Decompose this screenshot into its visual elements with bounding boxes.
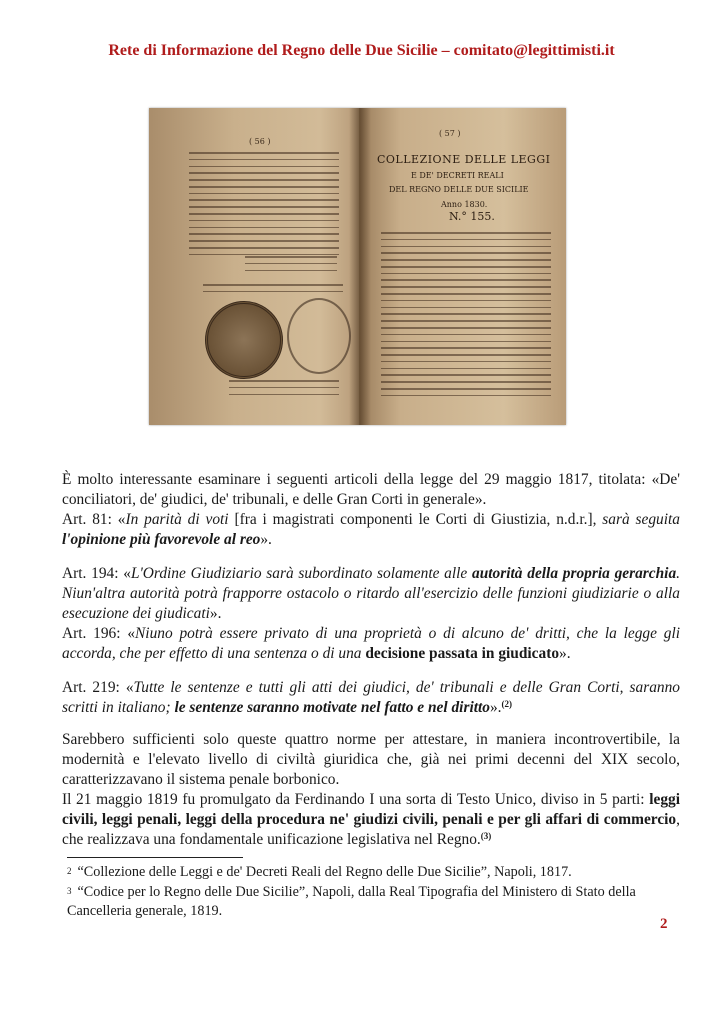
article-body (62, 470, 680, 850)
left-page-footer-lines (203, 284, 343, 298)
collection-number: N.° 155. (449, 210, 495, 223)
art194-paragraph: Art. 194: «L'Ordine Giudiziario sarà subordinato solamente alle autorità della propria gerarchia. Niun'altra autorità potrà frapporre ostacolo o ritardo all'esercizio delle funzioni giudiziarie o alla esecuzione dei giudicati». (62, 565, 680, 622)
footnote-2: 2 “Collezione delle Leggi e de' Decreti Reali del Regno delle Due Sicilie”, Napoli, 1817. (67, 864, 572, 880)
page-header: Rete di Informazione del Regno delle Due Sicilie – comitato@legittimisti.it (108, 42, 615, 59)
left-page-certificate-lines (229, 380, 339, 400)
footnote-ref-3[interactable]: (3) (480, 831, 492, 841)
book-spine (349, 108, 371, 425)
footnote-ref-2[interactable]: (2) (501, 699, 513, 709)
right-page-number: ( 57 ) (439, 129, 461, 138)
art219-paragraph: Art. 219: «Tutte le sentenze e tutti gli atti dei giudici, de' tribunali e delle Gran Corti, saranno scritti in italiano; le sentenze saranno motivate nel fatto e nel diritto».$^{(2)}$ (62, 679, 680, 716)
collection-year: Anno 1830. (441, 200, 488, 209)
certification-stamp (287, 298, 351, 374)
left-page-number: ( 56 ) (249, 137, 271, 146)
codice-paragraph: Il 21 maggio 1819 fu promulgato da Ferdinando I una sorta di Testo Unico, diviso in 5 parti: leggi civili, leggi penali, leggi della procedura ne' giudizi civili, penali e per gli affari di commercio, che realizzava una fondamentale unificazione legislativa nel Regno.$^{(3)}$ (62, 791, 680, 848)
footnote-3: 3 “Codice per lo Regno delle Due Sicilie”, Napoli, dalla Real Tipografia del Ministero di Stato della Cancelleria generale, 1819. (67, 884, 636, 919)
page-number: 2 (660, 916, 668, 932)
collection-title: COLLEZIONE DELLE LEGGI (377, 153, 551, 166)
art196-paragraph: Art. 196: «Niuno potrà essere privato di una proprietà o di alcuno de' dritti, che la legge gli accorda, che per effetto di una sentenza o di una decisione passata in giudicato». (62, 625, 680, 662)
footnote-separator (67, 857, 243, 858)
right-page-text-lines (381, 232, 551, 402)
left-page-signature-lines (245, 256, 337, 276)
left-page-text-lines (189, 152, 339, 261)
footnotes (67, 862, 677, 921)
modernity-paragraph: Sarebbero sufficienti solo queste quattro norme per attestare, in maniera incontrovertibile, la modernità e l'elevato livello di civiltà giuridica che, già nei primi decenni del XIX secolo, caratterizzavano il sistema penale borbonico. (62, 731, 680, 788)
royal-seal-stamp (205, 301, 283, 379)
book-photo (149, 108, 566, 425)
collection-kingdom: DEL REGNO DELLE DUE SICILIE (389, 185, 529, 194)
collection-subtitle: E DE' DECRETI REALI (411, 171, 504, 180)
intro-paragraph: È molto interessante esaminare i seguenti articoli della legge del 29 maggio 1817, titolata: «De' conciliatori, de' giudici, de' tribunali, e delle Gran Corti in generale». (62, 471, 680, 508)
art81-paragraph: Art. 81: «In parità di voti [fra i magistrati componenti le Corti di Giustizia, n.d.r.], sarà seguita l'opinione più favorevole al reo». (62, 511, 680, 548)
